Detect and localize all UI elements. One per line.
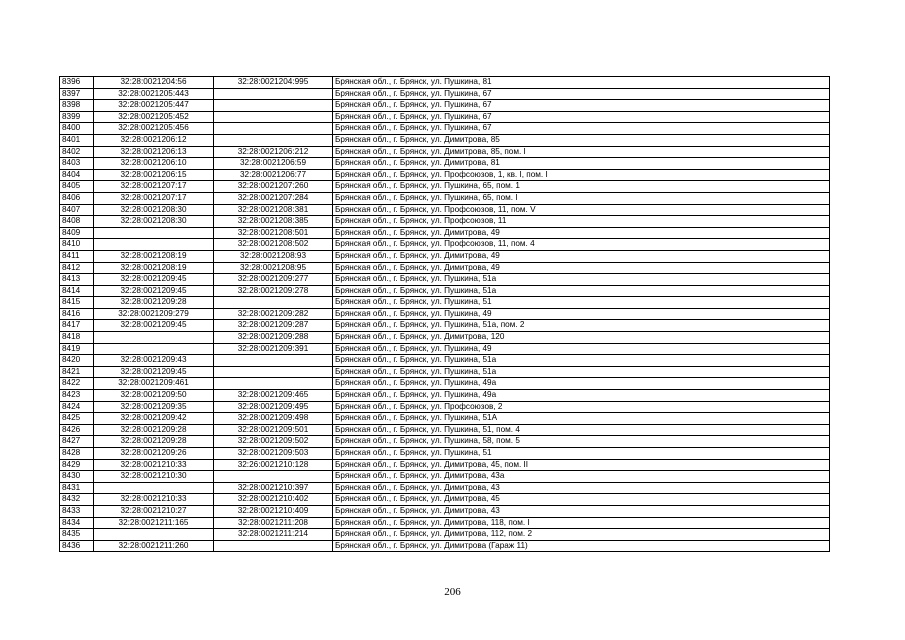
address-cell: Брянская обл., г. Брянск, ул. Димитрова (Гараж 11) (333, 540, 830, 552)
cadastral-number-cell (94, 482, 214, 494)
address-cell: Брянская обл., г. Брянск, ул. Пушкина, 51 (333, 448, 830, 460)
table-row (60, 471, 830, 483)
table-row (60, 413, 830, 425)
row-number-cell: 8402 (60, 146, 94, 158)
building-number-cell: 32:28:0021210:397 (214, 482, 333, 494)
table-row (60, 77, 830, 89)
building-number-cell: 32:28:0021206:59 (214, 158, 333, 170)
row-number-cell: 8411 (60, 250, 94, 262)
table-row (60, 378, 830, 390)
address-cell: Брянская обл., г. Брянск, ул. Димитрова, 43 (333, 482, 830, 494)
building-number-cell: 32:28:0021208:95 (214, 262, 333, 274)
table-row (60, 390, 830, 402)
table-row (60, 343, 830, 355)
cadastral-number-cell: 32:28:0021206:10 (94, 158, 214, 170)
cadastral-number-cell (94, 529, 214, 541)
address-cell: Брянская обл., г. Брянск, ул. Профсоюзов, 11 (333, 216, 830, 228)
row-number-cell: 8413 (60, 274, 94, 286)
table-row (60, 366, 830, 378)
building-number-cell: 32:28:0021204:995 (214, 77, 333, 89)
address-cell: Брянская обл., г. Брянск, ул. Пушкина, 58, пом. 5 (333, 436, 830, 448)
row-number-cell: 8417 (60, 320, 94, 332)
building-number-cell (214, 88, 333, 100)
address-cell: Брянская обл., г. Брянск, ул. Димитрова, 49 (333, 250, 830, 262)
address-cell: Брянская обл., г. Брянск, ул. Пушкина, 65, пом. 1 (333, 181, 830, 193)
address-cell: Брянская обл., г. Брянск, ул. Димитрова, 49 (333, 262, 830, 274)
table-row (60, 517, 830, 529)
cadastral-number-cell: 32:28:0021204:56 (94, 77, 214, 89)
building-number-cell: 32:28:0021208:501 (214, 227, 333, 239)
address-cell: Брянская обл., г. Брянск, ул. Пушкина, 49а (333, 378, 830, 390)
table-row (60, 88, 830, 100)
row-number-cell: 8399 (60, 111, 94, 123)
cadastral-number-cell: 32:28:0021209:42 (94, 413, 214, 425)
building-number-cell: 32:28:0021210:402 (214, 494, 333, 506)
table-row (60, 204, 830, 216)
row-number-cell: 8406 (60, 192, 94, 204)
row-number-cell: 8419 (60, 343, 94, 355)
cadastral-number-cell: 32:28:0021205:452 (94, 111, 214, 123)
table-row (60, 192, 830, 204)
cadastral-number-cell: 32:28:0021205:443 (94, 88, 214, 100)
table-row (60, 448, 830, 460)
row-number-cell: 8400 (60, 123, 94, 135)
address-cell: Брянская обл., г. Брянск, ул. Профсоюзов, 2 (333, 401, 830, 413)
address-cell: Брянская обл., г. Брянск, ул. Пушкина, 51А (333, 413, 830, 425)
row-number-cell: 8410 (60, 239, 94, 251)
building-number-cell: 32:28:0021209:501 (214, 424, 333, 436)
address-cell: Брянская обл., г. Брянск, ул. Пушкина, 81 (333, 77, 830, 89)
row-number-cell: 8409 (60, 227, 94, 239)
building-number-cell: 32:28:0021209:391 (214, 343, 333, 355)
table-row (60, 297, 830, 309)
row-number-cell: 8412 (60, 262, 94, 274)
row-number-cell: 8430 (60, 471, 94, 483)
cadastral-number-cell: 32:28:0021209:28 (94, 424, 214, 436)
row-number-cell: 8405 (60, 181, 94, 193)
property-table-body (60, 77, 830, 552)
table-row (60, 459, 830, 471)
cadastral-number-cell: 32:28:0021205:456 (94, 123, 214, 135)
building-number-cell: 32:28:0021209:287 (214, 320, 333, 332)
cadastral-number-cell: 32:28:0021209:279 (94, 308, 214, 320)
cadastral-number-cell: 32:28:0021205:447 (94, 100, 214, 112)
cadastral-number-cell (94, 343, 214, 355)
table-row (60, 540, 830, 552)
building-number-cell: 32:28:0021209:278 (214, 285, 333, 297)
cadastral-number-cell: 32:28:0021209:28 (94, 297, 214, 309)
building-number-cell: 32:28:0021206:212 (214, 146, 333, 158)
building-number-cell (214, 134, 333, 146)
address-cell: Брянская обл., г. Брянск, ул. Пушкина, 51, пом. 4 (333, 424, 830, 436)
cadastral-number-cell (94, 227, 214, 239)
row-number-cell: 8428 (60, 448, 94, 460)
row-number-cell: 8425 (60, 413, 94, 425)
address-cell: Брянская обл., г. Брянск, ул. Пушкина, 67 (333, 123, 830, 135)
cadastral-number-cell: 32:28:0021207:17 (94, 181, 214, 193)
address-cell: Брянская обл., г. Брянск, ул. Пушкина, 51 (333, 297, 830, 309)
table-row (60, 308, 830, 320)
row-number-cell: 8404 (60, 169, 94, 181)
building-number-cell (214, 297, 333, 309)
cadastral-number-cell: 32:28:0021206:12 (94, 134, 214, 146)
address-cell: Брянская обл., г. Брянск, ул. Пушкина, 67 (333, 100, 830, 112)
cadastral-number-cell: 32:28:0021209:28 (94, 436, 214, 448)
cadastral-number-cell: 32:28:0021209:45 (94, 274, 214, 286)
table-row (60, 355, 830, 367)
building-number-cell: 32:28:0021206:77 (214, 169, 333, 181)
address-cell: Брянская обл., г. Брянск, ул. Пушкина, 51а (333, 285, 830, 297)
address-cell: Брянская обл., г. Брянск, ул. Димитрова, 112, пом. 2 (333, 529, 830, 541)
address-cell: Брянская обл., г. Брянск, ул. Пушкина, 49 (333, 343, 830, 355)
cadastral-number-cell: 32:28:0021209:50 (94, 390, 214, 402)
building-number-cell: 32:28:0021209:288 (214, 332, 333, 344)
building-number-cell (214, 123, 333, 135)
row-number-cell: 8403 (60, 158, 94, 170)
building-number-cell: 32:28:0021209:502 (214, 436, 333, 448)
row-number-cell: 8434 (60, 517, 94, 529)
row-number-cell: 8420 (60, 355, 94, 367)
row-number-cell: 8423 (60, 390, 94, 402)
cadastral-number-cell: 32:28:0021209:45 (94, 320, 214, 332)
building-number-cell: 32:28:0021209:498 (214, 413, 333, 425)
row-number-cell: 8398 (60, 100, 94, 112)
row-number-cell: 8416 (60, 308, 94, 320)
address-cell: Брянская обл., г. Брянск, ул. Димитрова, 43а (333, 471, 830, 483)
table-row (60, 123, 830, 135)
row-number-cell: 8436 (60, 540, 94, 552)
property-table (59, 76, 830, 552)
table-row (60, 262, 830, 274)
building-number-cell: 32:28:0021208:502 (214, 239, 333, 251)
table-row (60, 320, 830, 332)
address-cell: Брянская обл., г. Брянск, ул. Пушкина, 49 (333, 308, 830, 320)
address-cell: Брянская обл., г. Брянск, ул. Пушкина, 67 (333, 88, 830, 100)
table-row (60, 158, 830, 170)
table-row (60, 216, 830, 228)
address-cell: Брянская обл., г. Брянск, ул. Димитрова, 85, пом. I (333, 146, 830, 158)
row-number-cell: 8426 (60, 424, 94, 436)
table-row (60, 111, 830, 123)
table-row (60, 332, 830, 344)
address-cell: Брянская обл., г. Брянск, ул. Димитрова, 118, пом. I (333, 517, 830, 529)
cadastral-number-cell: 32:28:0021210:30 (94, 471, 214, 483)
cadastral-number-cell: 32:28:0021208:19 (94, 262, 214, 274)
row-number-cell: 8422 (60, 378, 94, 390)
cadastral-number-cell (94, 332, 214, 344)
table-row (60, 401, 830, 413)
table-row (60, 436, 830, 448)
building-number-cell: 32:28:0021211:208 (214, 517, 333, 529)
address-cell: Брянская обл., г. Брянск, ул. Димитрова, 85 (333, 134, 830, 146)
cadastral-number-cell: 32:28:0021208:30 (94, 204, 214, 216)
row-number-cell: 8435 (60, 529, 94, 541)
row-number-cell: 8432 (60, 494, 94, 506)
address-cell: Брянская обл., г. Брянск, ул. Пушкина, 49а (333, 390, 830, 402)
table-row (60, 424, 830, 436)
building-number-cell: 32:28:0021209:277 (214, 274, 333, 286)
building-number-cell: 32:28:0021209:503 (214, 448, 333, 460)
row-number-cell: 8414 (60, 285, 94, 297)
address-cell: Брянская обл., г. Брянск, ул. Профсоюзов, 11, пом. V (333, 204, 830, 216)
building-number-cell: 32:28:0021211:214 (214, 529, 333, 541)
address-cell: Брянская обл., г. Брянск, ул. Димитрова, 45 (333, 494, 830, 506)
table-row (60, 505, 830, 517)
cadastral-number-cell: 32:28:0021207:17 (94, 192, 214, 204)
building-number-cell: 32:28:0021208:93 (214, 250, 333, 262)
building-number-cell (214, 366, 333, 378)
table-row (60, 134, 830, 146)
building-number-cell (214, 111, 333, 123)
address-cell: Брянская обл., г. Брянск, ул. Пушкина, 67 (333, 111, 830, 123)
row-number-cell: 8418 (60, 332, 94, 344)
address-cell: Брянская обл., г. Брянск, ул. Профсоюзов, 11, пом. 4 (333, 239, 830, 251)
cadastral-number-cell: 32:28:0021206:15 (94, 169, 214, 181)
cadastral-number-cell: 32:28:0021210:33 (94, 459, 214, 471)
building-number-cell: 32:28:0021208:381 (214, 204, 333, 216)
table-row (60, 250, 830, 262)
page-number: 206 (444, 586, 461, 598)
table-row (60, 482, 830, 494)
cadastral-number-cell: 32:28:0021209:45 (94, 285, 214, 297)
address-cell: Брянская обл., г. Брянск, ул. Пушкина, 51а, пом. 2 (333, 320, 830, 332)
table-row (60, 146, 830, 158)
row-number-cell: 8427 (60, 436, 94, 448)
cadastral-number-cell: 32:28:0021208:30 (94, 216, 214, 228)
table-row (60, 274, 830, 286)
building-number-cell: 32:28:0021209:465 (214, 390, 333, 402)
building-number-cell: 32:26:0021210:128 (214, 459, 333, 471)
cadastral-number-cell: 32:28:0021209:35 (94, 401, 214, 413)
table-row (60, 169, 830, 181)
cadastral-number-cell (94, 239, 214, 251)
address-cell: Брянская обл., г. Брянск, ул. Пушкина, 51а (333, 366, 830, 378)
address-cell: Брянская обл., г. Брянск, ул. Пушкина, 51а (333, 355, 830, 367)
cadastral-number-cell: 32:28:0021209:43 (94, 355, 214, 367)
row-number-cell: 8407 (60, 204, 94, 216)
cadastral-number-cell: 32:28:0021211:260 (94, 540, 214, 552)
address-cell: Брянская обл., г. Брянск, ул. Пушкина, 51а (333, 274, 830, 286)
address-cell: Брянская обл., г. Брянск, ул. Димитрова, 45, пом. II (333, 459, 830, 471)
row-number-cell: 8408 (60, 216, 94, 228)
address-cell: Брянская обл., г. Брянск, ул. Профсоюзов, 1, кв. I, пом. I (333, 169, 830, 181)
cadastral-number-cell: 32:28:0021211:165 (94, 517, 214, 529)
building-number-cell: 32:28:0021209:282 (214, 308, 333, 320)
table-row (60, 181, 830, 193)
cadastral-number-cell: 32:28:0021208:19 (94, 250, 214, 262)
cadastral-number-cell: 32:28:0021209:26 (94, 448, 214, 460)
building-number-cell: 32:28:0021209:495 (214, 401, 333, 413)
address-cell: Брянская обл., г. Брянск, ул. Пушкина, 65, пом. I (333, 192, 830, 204)
building-number-cell: 32:28:0021207:284 (214, 192, 333, 204)
row-number-cell: 8424 (60, 401, 94, 413)
address-cell: Брянская обл., г. Брянск, ул. Димитрова, 49 (333, 227, 830, 239)
cadastral-number-cell: 32:28:0021209:45 (94, 366, 214, 378)
cadastral-number-cell: 32:28:0021209:461 (94, 378, 214, 390)
building-number-cell (214, 471, 333, 483)
building-number-cell: 32:28:0021210:409 (214, 505, 333, 517)
row-number-cell: 8431 (60, 482, 94, 494)
table-row (60, 285, 830, 297)
row-number-cell: 8396 (60, 77, 94, 89)
building-number-cell: 32:28:0021207:260 (214, 181, 333, 193)
cadastral-number-cell: 32:28:0021210:27 (94, 505, 214, 517)
address-cell: Брянская обл., г. Брянск, ул. Димитрова, 81 (333, 158, 830, 170)
building-number-cell (214, 100, 333, 112)
address-cell: Брянская обл., г. Брянск, ул. Димитрова, 43 (333, 505, 830, 517)
table-row (60, 529, 830, 541)
row-number-cell: 8397 (60, 88, 94, 100)
building-number-cell (214, 355, 333, 367)
table-row (60, 239, 830, 251)
table-row (60, 494, 830, 506)
table-row (60, 100, 830, 112)
row-number-cell: 8433 (60, 505, 94, 517)
row-number-cell: 8429 (60, 459, 94, 471)
address-cell: Брянская обл., г. Брянск, ул. Димитрова, 120 (333, 332, 830, 344)
row-number-cell: 8401 (60, 134, 94, 146)
cadastral-number-cell: 32:28:0021210:33 (94, 494, 214, 506)
row-number-cell: 8421 (60, 366, 94, 378)
building-number-cell (214, 378, 333, 390)
cadastral-number-cell: 32:28:0021206:13 (94, 146, 214, 158)
row-number-cell: 8415 (60, 297, 94, 309)
building-number-cell: 32:28:0021208:385 (214, 216, 333, 228)
building-number-cell (214, 540, 333, 552)
table-row (60, 227, 830, 239)
